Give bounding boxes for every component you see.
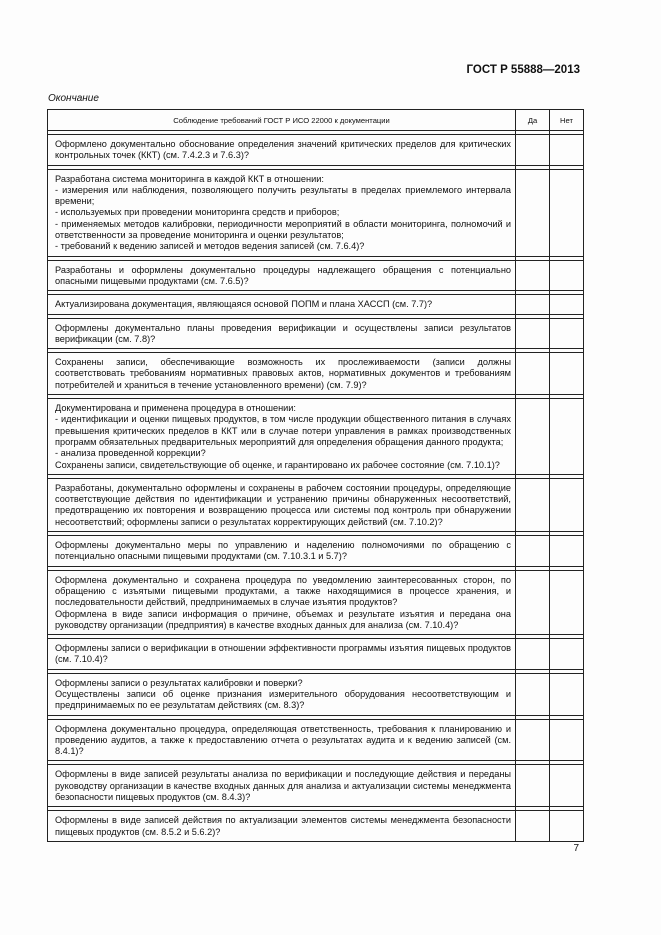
yes-checkbox-cell[interactable] [516, 399, 550, 475]
requirement-text: Оформлены записи о результатах калибровки и поверки? Осуществлены записи об оценке признания измерительного оборудования несоответствующим и предпринимаемых по ее результатам действиях (см. 8.3)? [55, 677, 511, 711]
page-number: 7 [573, 843, 579, 854]
requirement-cell [48, 295, 516, 314]
table-row [48, 639, 584, 670]
requirement-text: Разработаны, документально оформлены и сохранены в рабочем состоянии процедуры, определяющие соответствующие действия по идентификации и устранению причины обнаруженных несоответствий, предотвращению их повторения и возвращению процесса или системы под контроль при обнаружении несоответствий; оформлены записи о результатах корректирующих действий (см. 7.10.2)? [55, 482, 511, 527]
requirement-cell [48, 570, 516, 634]
no-checkbox-cell[interactable] [550, 135, 584, 166]
requirement-text: Оформлены документально планы проведения верификации и осуществлены записи результатов верификации (см. 7.8)? [55, 322, 511, 344]
yes-checkbox-cell[interactable] [516, 478, 550, 531]
table-row [48, 318, 584, 349]
requirement-text: Оформлена документально процедура, определяющая ответственность, требования к планированию и проведению аудитов, а также к предоставлению отчета о результатах аудита и к ведению записей (см. 8.4.1)? [55, 723, 511, 757]
column-header-requirement: Соблюдение требований ГОСТ Р ИСО 22000 к документации [48, 110, 516, 131]
yes-checkbox-cell[interactable] [516, 295, 550, 314]
table-row [48, 295, 584, 314]
no-checkbox-cell[interactable] [550, 399, 584, 475]
requirement-text: Документирована и применена процедура в отношении: - идентификации и оценки пищевых продуктов, в том числе продукции общественного питания в случаях превышения критических пределов в ККТ или в случае потери управления в рамках производственных программ обязательных предварительных мероприятий для определения обращения данного продукта; - анализа проведенной коррекции? Сохранены записи, свидетельствующие об оценке, и гарантировано их рабочее состояние (см. 7.10.1)? [55, 403, 511, 470]
no-checkbox-cell[interactable] [550, 673, 584, 715]
yes-checkbox-cell[interactable] [516, 673, 550, 715]
requirement-text: Сохранены записи, обеспечивающие возможность их прослеживаемости (записи должны соответствовать требованиям нормативных правовых актов, нормативных документов и требованиям потребителей и храниться в течение установленного времени) (см. 7.9)? [55, 357, 511, 390]
table-row [48, 478, 584, 531]
no-checkbox-cell[interactable] [550, 353, 584, 395]
yes-checkbox-cell[interactable] [516, 135, 550, 166]
yes-checkbox-cell[interactable] [516, 811, 550, 842]
requirement-cell [48, 318, 516, 349]
yes-checkbox-cell[interactable] [516, 719, 550, 761]
column-header-no: Нет [550, 110, 584, 131]
table-row [48, 399, 584, 475]
yes-checkbox-cell[interactable] [516, 639, 550, 670]
requirement-text: Оформлены записи о верификации в отношении эффективности программы изъятия пищевых продуктов (см. 7.10.4)? [55, 643, 511, 665]
requirement-text: Оформлено документально обоснование определения значений критических пределов для критических контрольных точек (ККТ) (см. 7.4.2.3 и 7.6.3)? [55, 139, 511, 161]
table-row [48, 260, 584, 291]
yes-checkbox-cell[interactable] [516, 765, 550, 807]
requirement-text: Оформлена документально и сохранена процедура по уведомлению заинтересованных сторон, по обращению с изъятыми пищевыми продуктами, а также находящимися в процессе хранения, и последовательности действий, предпринимаемых в случае изъятия продуктов? Оформлена в виде записи информация о причине, объемах и результате изъятия и передана она руководству организации (предприятия) в качестве входных данных для анализа (см. 7.10.4)? [55, 574, 511, 630]
requirements-checklist-table [47, 109, 584, 842]
requirement-cell [48, 260, 516, 291]
column-header-yes: Да [516, 110, 550, 131]
requirement-cell [48, 811, 516, 842]
requirement-text: Разработана система мониторинга в каждой ККТ в отношении: - измерения или наблюдения, позволяющего получить результаты в пределах приемлемого интервала времени; - используемых при проведении мониторинга средств и приборов; - применяемых методов калибровки, периодичности мероприятий в области мониторинга, полномочий и ответственности за проведение мониторинга и оценки результатов; - требований к ведению записей и методов ведения записей (см. 7.6.4)? [55, 173, 511, 252]
requirement-cell [48, 169, 516, 256]
requirement-cell [48, 639, 516, 670]
no-checkbox-cell[interactable] [550, 318, 584, 349]
table-row [48, 673, 584, 715]
no-checkbox-cell[interactable] [550, 719, 584, 761]
continuation-label: Окончание [48, 93, 99, 104]
requirement-cell [48, 673, 516, 715]
no-checkbox-cell[interactable] [550, 260, 584, 291]
no-checkbox-cell[interactable] [550, 536, 584, 567]
requirement-cell [48, 536, 516, 567]
table-row [48, 570, 584, 634]
table-row [48, 169, 584, 256]
yes-checkbox-cell[interactable] [516, 169, 550, 256]
requirement-cell [48, 399, 516, 475]
document-code: ГОСТ Р 55888—2013 [466, 64, 580, 76]
table-row [48, 135, 584, 166]
no-checkbox-cell[interactable] [550, 169, 584, 256]
no-checkbox-cell[interactable] [550, 811, 584, 842]
requirement-text: Разработаны и оформлены документально процедуры надлежащего обращения с потенциально опасными пищевыми продуктами (см. 7.6.5)? [55, 264, 511, 286]
requirement-text: Оформлены документально меры по управлению и наделению полномочиями по обращению с потенциально опасными пищевыми продуктами (см. 7.10.3.1 и 5.7)? [55, 540, 511, 562]
table-row [48, 765, 584, 807]
no-checkbox-cell[interactable] [550, 765, 584, 807]
requirement-cell [48, 765, 516, 807]
no-checkbox-cell[interactable] [550, 478, 584, 531]
table-row [48, 353, 584, 395]
table-row [48, 719, 584, 761]
yes-checkbox-cell[interactable] [516, 260, 550, 291]
requirement-text: Актуализирована документация, являющаяся основой ПОПМ и плана ХАССП (см. 7.7)? [55, 299, 433, 310]
requirement-cell [48, 478, 516, 531]
requirement-cell [48, 135, 516, 166]
yes-checkbox-cell[interactable] [516, 536, 550, 567]
yes-checkbox-cell[interactable] [516, 570, 550, 634]
requirement-text: Оформлены в виде записей действия по актуализации элементов системы менеджмента безопасности пищевых продуктов (см. 8.5.2 и 5.6.2)? [55, 815, 511, 837]
table-header-row [48, 110, 584, 131]
requirement-text: Оформлены в виде записей результаты анализа по верификации и последующие действия и переданы руководству организации в качестве входных данных для анализа и актуализации системы менеджмента безопасности пищевых продуктов (см. 8.4.3)? [55, 769, 511, 803]
yes-checkbox-cell[interactable] [516, 353, 550, 395]
no-checkbox-cell[interactable] [550, 639, 584, 670]
table-row [48, 536, 584, 567]
no-checkbox-cell[interactable] [550, 570, 584, 634]
yes-checkbox-cell[interactable] [516, 318, 550, 349]
table-row [48, 811, 584, 842]
requirement-cell [48, 719, 516, 761]
requirement-cell [48, 353, 516, 395]
no-checkbox-cell[interactable] [550, 295, 584, 314]
